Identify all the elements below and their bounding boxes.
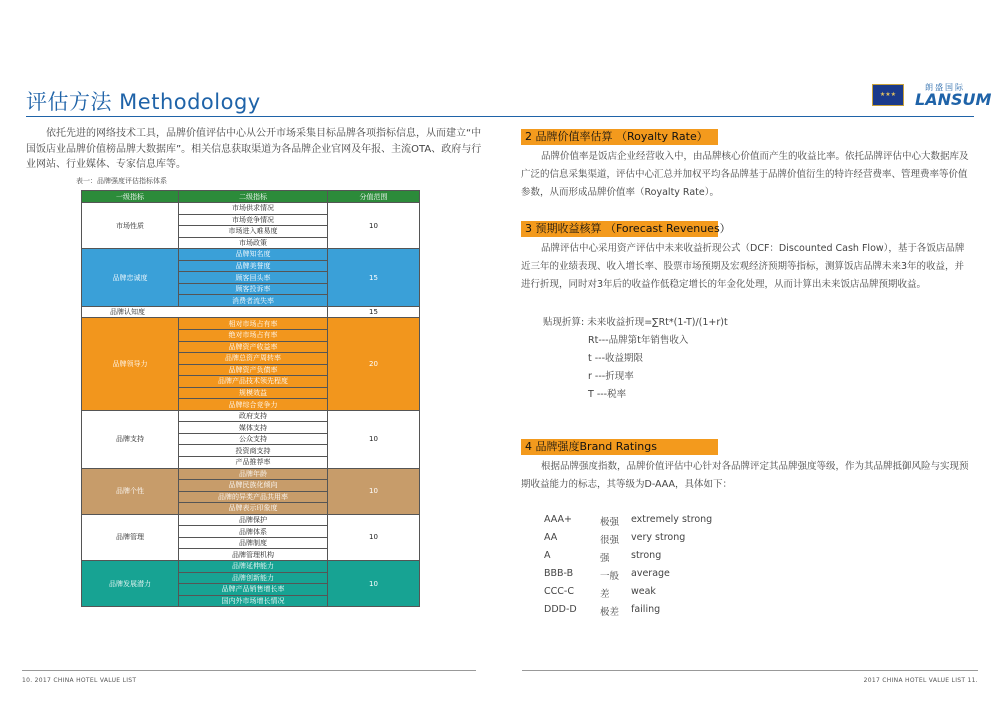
rating-grade: BBB-B	[544, 568, 574, 579]
score-cell: 20	[328, 318, 420, 410]
formula-def: r ---折现率	[588, 371, 634, 382]
rating-cn: 极强	[600, 517, 620, 528]
score-cell: 10	[328, 203, 420, 249]
title-divider	[26, 116, 974, 117]
level2-cell: 品牌资产负债率	[179, 364, 328, 376]
level2-cell: 品牌美誉度	[179, 260, 328, 272]
table-row	[82, 306, 420, 318]
score-cell: 10	[328, 468, 420, 514]
level2-cell: 品牌民族化倾向	[179, 480, 328, 492]
rating-en: strong	[631, 550, 662, 561]
level2-cell: 品牌的异类产品共用率	[179, 491, 328, 503]
section3-body: 品牌评估中心采用资产评估中未来收益折现公式（DCF：Discounted Cash Flow），基于各饭店品牌近三年的业绩表现、收入增长率、股票市场预期及宏观经济预期等指标，测算饭店品牌未来3年的收益，并进行折现，同时对3年后的收益作低稳定增长的年金化处理，从而计算出未来饭店品牌预期收益。	[521, 243, 965, 290]
score-cell: 15	[328, 306, 420, 318]
logo-brand-cn: 朗盛国际	[925, 83, 965, 92]
footer-left: 10. 2017 CHINA HOTEL VALUE LIST	[22, 677, 137, 684]
level2-cell: 品牌总资产周转率	[179, 353, 328, 365]
rating-grade: AA	[544, 532, 558, 543]
rating-cn: 极差	[600, 607, 620, 618]
formula-def: t ---收益期限	[588, 353, 644, 364]
rating-grade: DDD-D	[544, 604, 577, 615]
level2-cell: 品牌年龄	[179, 468, 328, 480]
level1-cell: 品牌个性	[82, 468, 179, 514]
level2-cell: 公众支持	[179, 433, 328, 445]
level2-cell: 市场竞争情况	[179, 214, 328, 226]
rating-cn: 很强	[600, 535, 620, 546]
level1-cell: 品牌支持	[82, 410, 179, 468]
level2-cell: 品牌体系	[179, 526, 328, 538]
award-badge-logo: ★★★	[872, 84, 904, 106]
level2-cell: 国内外市场增长情况	[179, 595, 328, 607]
level2-cell: 品牌产品技术领先程度	[179, 376, 328, 388]
level2-cell: 产品推荐率	[179, 457, 328, 469]
level2-cell: 消费者流失率	[179, 295, 328, 307]
score-cell: 15	[328, 249, 420, 307]
table-row	[82, 203, 420, 215]
header-score: 分值范围	[328, 191, 420, 203]
section4-body: 根据品牌强度指数，品牌价值评估中心针对各品牌评定其品牌强度等级，作为其品牌抵御风险与实现预期收益能力的标志，其等级为D-AAA，具体如下：	[521, 461, 969, 490]
level2-cell: 品牌产品销售增长率	[179, 584, 328, 596]
rating-en: failing	[631, 604, 661, 615]
section2-heading: 2 品牌价值率估算 （Royalty Rate）	[521, 129, 718, 145]
formula-def: Rt---品牌第t年销售收入	[588, 335, 689, 346]
level2-cell: 市场进入难易度	[179, 226, 328, 238]
section2-body: 品牌价值率是饭店企业经营收入中，由品牌核心价值而产生的收益比率。依托品牌评估中心大数据库及广泛的信息采集渠道，评估中心汇总并加权平均各品牌基于品牌价值衍生的特许经营费率、管理费率等价值参数，从而形成品牌价值率（Royalty Rate）。	[521, 151, 969, 198]
table-row	[82, 560, 420, 572]
formula-def: T ---税率	[588, 389, 627, 400]
level2-cell: 品牌管理机构	[179, 549, 328, 561]
level2-cell: 品牌制度	[179, 537, 328, 549]
table-row	[82, 468, 420, 480]
level2-cell: 顾客投诉率	[179, 283, 328, 295]
score-cell: 10	[328, 514, 420, 560]
level2-cell: 品牌资产收益率	[179, 341, 328, 353]
rating-en: very strong	[631, 532, 686, 543]
level2-cell: 顾客回头率	[179, 272, 328, 284]
rating-en: extremely strong	[631, 514, 713, 525]
rating-grade: A	[544, 550, 551, 561]
page-title: 评估方法 Methodology	[26, 90, 261, 114]
logo-brand-en: LANSUM	[915, 90, 992, 109]
level1-cell: 品牌认知度	[82, 306, 328, 318]
level2-cell: 投资商支持	[179, 445, 328, 457]
formula-label: 贴现折算: 未来收益折现=∑Rt*(1-T)/(1+r)t	[543, 317, 728, 328]
level2-cell: 相对市场占有率	[179, 318, 328, 330]
header-level2: 二级指标	[179, 191, 328, 203]
rating-grade: CCC-C	[544, 586, 574, 597]
table-row	[82, 318, 420, 330]
level2-cell: 品牌知名度	[179, 249, 328, 261]
rating-en: average	[631, 568, 670, 579]
level1-cell: 品牌领导力	[82, 318, 179, 410]
level2-cell: 市场供求情况	[179, 203, 328, 215]
level1-cell: 品牌管理	[82, 514, 179, 560]
level1-cell: 品牌忠诚度	[82, 249, 179, 307]
level2-cell: 政府支持	[179, 410, 328, 422]
level2-cell: 品牌延伸能力	[179, 560, 328, 572]
level1-cell: 品牌发展潜力	[82, 560, 179, 606]
level2-cell: 绝对市场占有率	[179, 330, 328, 342]
lansum-logo	[915, 83, 992, 109]
rating-cn: 差	[600, 589, 610, 600]
table-row	[82, 514, 420, 526]
level2-cell: 品牌保护	[179, 514, 328, 526]
section3-heading: 3 预期收益核算 （Forecast Revenues）	[521, 221, 718, 237]
table-caption: 表一：品牌强度评估指标体系	[76, 177, 167, 185]
rating-cn: 一般	[600, 571, 620, 582]
footer-right: 2017 CHINA HOTEL VALUE LIST 11.	[863, 677, 978, 684]
footer-divider-right	[522, 670, 978, 671]
level2-cell: 品牌综合竞争力	[179, 399, 328, 411]
rating-en: weak	[631, 586, 656, 597]
rating-grade: AAA+	[544, 514, 572, 525]
intro-paragraph: 依托先进的网络技术工具，品牌价值评估中心从公开市场采集目标品牌各项指标信息，从而建立“中国饭店业品牌价值榜品牌大数据库”。相关信息获取渠道为各品牌企业官网及年报、主流OTA、政府与行业网站、行业媒体、专家信息库等。	[26, 128, 482, 170]
footer-divider-left	[22, 670, 476, 671]
level2-cell: 规模效益	[179, 387, 328, 399]
score-cell: 10	[328, 410, 420, 468]
header-level1: 一级指标	[82, 191, 179, 203]
table-row	[82, 249, 420, 261]
rating-cn: 强	[600, 553, 610, 564]
level2-cell: 媒体支持	[179, 422, 328, 434]
level2-cell: 品牌创新能力	[179, 572, 328, 584]
level2-cell: 市场政策	[179, 237, 328, 249]
section4-heading: 4 品牌强度Brand Ratings	[521, 439, 718, 455]
brand-strength-index-table	[81, 190, 420, 607]
level2-cell: 品牌表示印象度	[179, 503, 328, 515]
level1-cell: 市场性质	[82, 203, 179, 249]
score-cell: 10	[328, 560, 420, 606]
table-row	[82, 410, 420, 422]
